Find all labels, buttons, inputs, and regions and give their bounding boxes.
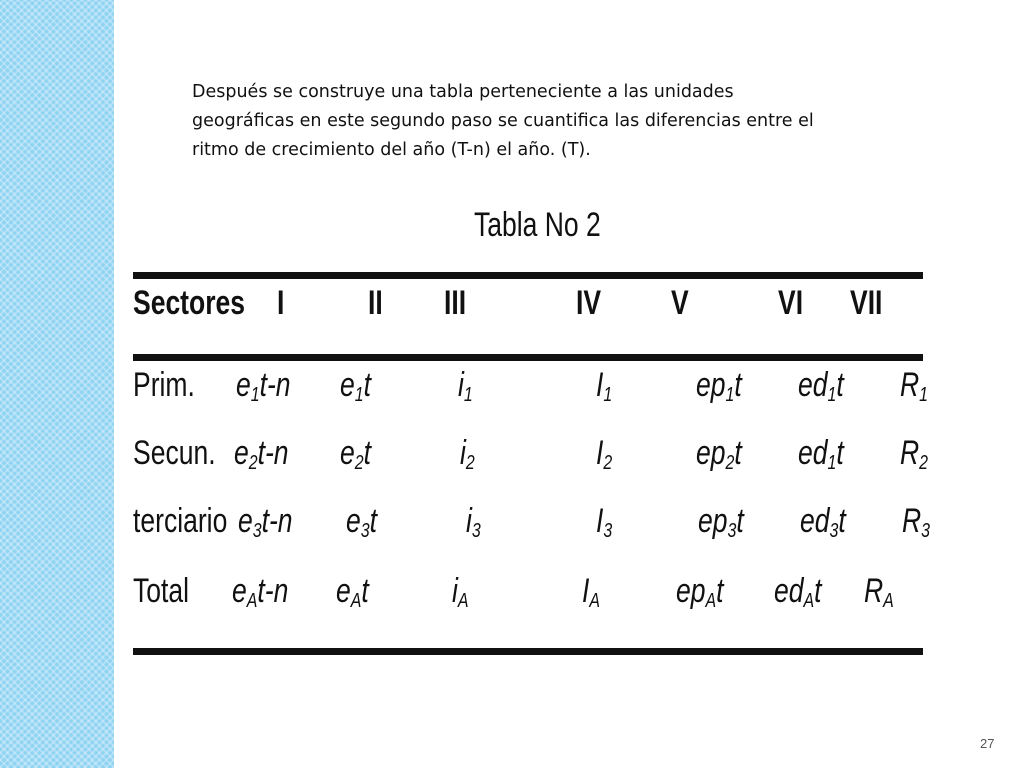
table-bottom-rule bbox=[133, 648, 923, 655]
page-number: 27 bbox=[980, 736, 995, 751]
table-title: Tabla No 2 bbox=[474, 206, 601, 244]
table-cell: $I_A$ bbox=[582, 572, 600, 613]
intro-line: geográficas en este segundo paso se cuantifica las diferencias entre el bbox=[192, 111, 814, 131]
decorative-sidebar bbox=[0, 0, 114, 768]
header-sectores: Sectores bbox=[133, 284, 246, 322]
table-cell: $I_2$ bbox=[596, 434, 613, 475]
table-cell: $e_1t-n$ bbox=[236, 366, 291, 407]
table-cell: $R_A$ bbox=[864, 572, 894, 613]
table-cell: $R_1$ bbox=[900, 366, 929, 407]
table-header-rule bbox=[133, 354, 923, 361]
header-col-7: VII bbox=[850, 284, 883, 322]
table-cell: $e_2t$ bbox=[340, 434, 371, 475]
table-top-rule bbox=[133, 272, 923, 279]
table-cell: $ep_At$ bbox=[676, 572, 724, 613]
header-col-6: VI bbox=[778, 284, 804, 322]
table-cell: $e_3t$ bbox=[346, 502, 377, 543]
table-cell: $i_A$ bbox=[452, 572, 469, 613]
table-cell: $I_3$ bbox=[596, 502, 613, 543]
table-cell: $e_3t-n$ bbox=[238, 502, 293, 543]
table-cell: $ep_1t$ bbox=[696, 366, 742, 407]
table-cell: $ed_1t$ bbox=[798, 434, 844, 475]
header-col-2: II bbox=[368, 284, 383, 322]
intro-line: Después se construye una tabla perteneciente a las unidades bbox=[192, 82, 734, 102]
table-cell: $ed_At$ bbox=[774, 572, 822, 613]
header-col-1: I bbox=[277, 284, 285, 322]
row-label: Prim. bbox=[133, 366, 195, 404]
intro-line: ritmo de crecimiento del año (T-n) el año. (T). bbox=[192, 140, 591, 160]
table-cell: $R_3$ bbox=[902, 502, 931, 543]
row-label: Secun. bbox=[133, 434, 216, 472]
table-cell: $ed_1t$ bbox=[798, 366, 844, 407]
table-cell: $e_At-n$ bbox=[232, 572, 289, 613]
table-cell: $i_1$ bbox=[458, 366, 473, 407]
table-cell: $i_3$ bbox=[466, 502, 481, 543]
row-label: terciario bbox=[133, 502, 228, 540]
table-cell: $i_2$ bbox=[460, 434, 475, 475]
table-cell: $ep_3t$ bbox=[698, 502, 744, 543]
table-cell: $ep_2t$ bbox=[696, 434, 742, 475]
table-cell: $R_2$ bbox=[900, 434, 929, 475]
table-cell: $ed_3t$ bbox=[800, 502, 846, 543]
row-label: Total bbox=[133, 572, 190, 610]
table-cell: $e_2t-n$ bbox=[234, 434, 289, 475]
intro-paragraph bbox=[192, 78, 932, 165]
header-col-5: V bbox=[671, 284, 689, 322]
header-col-3: III bbox=[444, 284, 467, 322]
header-col-4: IV bbox=[576, 284, 602, 322]
table-cell: $I_1$ bbox=[596, 366, 613, 407]
table-cell: $e_1t$ bbox=[340, 366, 371, 407]
table-cell: $e_At$ bbox=[336, 572, 369, 613]
